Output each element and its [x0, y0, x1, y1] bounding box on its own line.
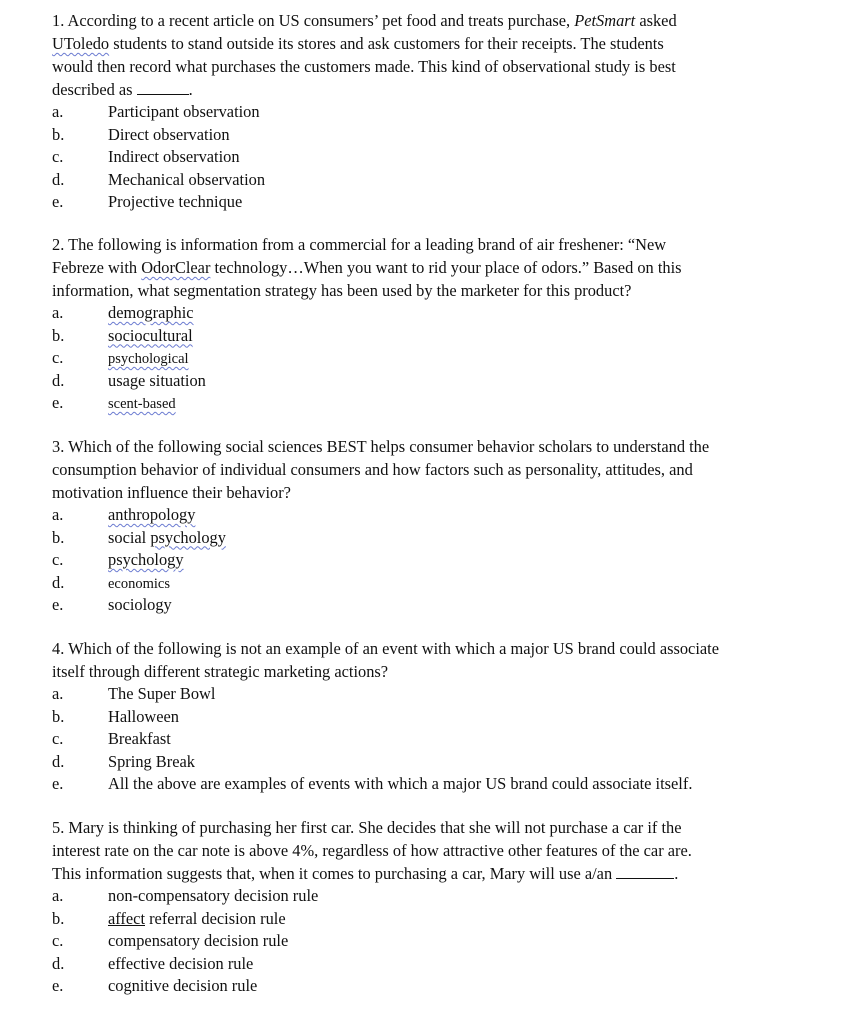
question-4	[52, 637, 812, 796]
question-3-text: 3. Which of the following social sciences BEST helps consumer behavior scholars to understand the consumption behavior of individual consumers and how factors such as personality, attitudes, and motivation influence their behavior?	[52, 437, 710, 502]
question-4-options	[52, 683, 812, 796]
question-1	[52, 9, 812, 214]
option-b[interactable]: b. sociocultural	[52, 325, 193, 345]
option-c[interactable]: c. Indirect observation	[52, 147, 240, 166]
utoledo-term: UToledo	[52, 34, 110, 53]
option-a[interactable]: a. Participant observation	[52, 102, 260, 121]
odorclear-term: OdorClear	[141, 258, 211, 277]
option-e[interactable]: e. Projective technique	[52, 192, 243, 211]
question-5-text: 5. Mary is thinking of purchasing her first car. She decides that she will not purchase a car if the interest rate on the car note is above 4%, regardless of how attractive other features of the car are. This information suggests that, when it comes to purchasing a car, Mary will use a/an .	[52, 818, 692, 883]
option-c[interactable]: c. compensatory decision rule	[52, 931, 289, 950]
option-e[interactable]: e. sociology	[52, 595, 172, 614]
option-c[interactable]: c. Breakfast	[52, 729, 171, 748]
answer-blank	[616, 864, 674, 879]
question-3	[52, 435, 812, 617]
option-a[interactable]: a. The Super Bowl	[52, 684, 216, 703]
option-b[interactable]: b. affect referral decision rule	[52, 908, 286, 928]
question-2-text: 2. The following is information from a commercial for a leading brand of air freshener: “New Febreze with OdorClear technology…When you want to rid your place of odors.” Based on this information, what segmentation strategy has been used by the marketer for this product?	[52, 235, 682, 300]
question-1-options	[52, 101, 812, 214]
option-d[interactable]: d. Spring Break	[52, 751, 195, 771]
petsmart-brand: PetSmart	[574, 11, 636, 30]
option-a[interactable]: a. demographic	[52, 303, 194, 322]
option-b[interactable]: b. social psychology	[52, 527, 226, 547]
option-c[interactable]: c. psychology	[52, 550, 184, 569]
question-1-text: 1. According to a recent article on US consumers’ pet food and treats purchase, PetSmart asked UToledo students to stand outside its stores and ask customers for their receipts. The students would then record what purchases the customers made. This kind of observational study is best described as .	[52, 11, 677, 99]
answer-blank	[137, 80, 189, 95]
option-c[interactable]: c. psychological	[52, 348, 189, 367]
question-3-options	[52, 504, 812, 617]
option-e[interactable]: e. All the above are examples of events with which a major US brand could associate itself.	[52, 774, 693, 793]
option-a[interactable]: a. non-compensatory decision rule	[52, 886, 319, 905]
option-a[interactable]: a. anthropology	[52, 505, 196, 524]
option-e[interactable]: e. cognitive decision rule	[52, 976, 258, 995]
question-5	[52, 816, 812, 998]
option-b[interactable]: b. Direct observation	[52, 124, 230, 144]
option-d[interactable]: d. Mechanical observation	[52, 169, 266, 189]
option-b[interactable]: b. Halloween	[52, 706, 179, 726]
question-2-options	[52, 302, 812, 415]
option-d[interactable]: d. economics	[52, 572, 171, 592]
option-d[interactable]: d. effective decision rule	[52, 953, 254, 973]
question-4-text: 4. Which of the following is not an example of an event with which a major US brand could associate itself through different strategic marketing actions?	[52, 639, 719, 681]
option-e[interactable]: e. scent-based	[52, 393, 176, 412]
question-2	[52, 233, 812, 415]
question-5-options	[52, 885, 812, 998]
option-d[interactable]: d. usage situation	[52, 370, 206, 390]
